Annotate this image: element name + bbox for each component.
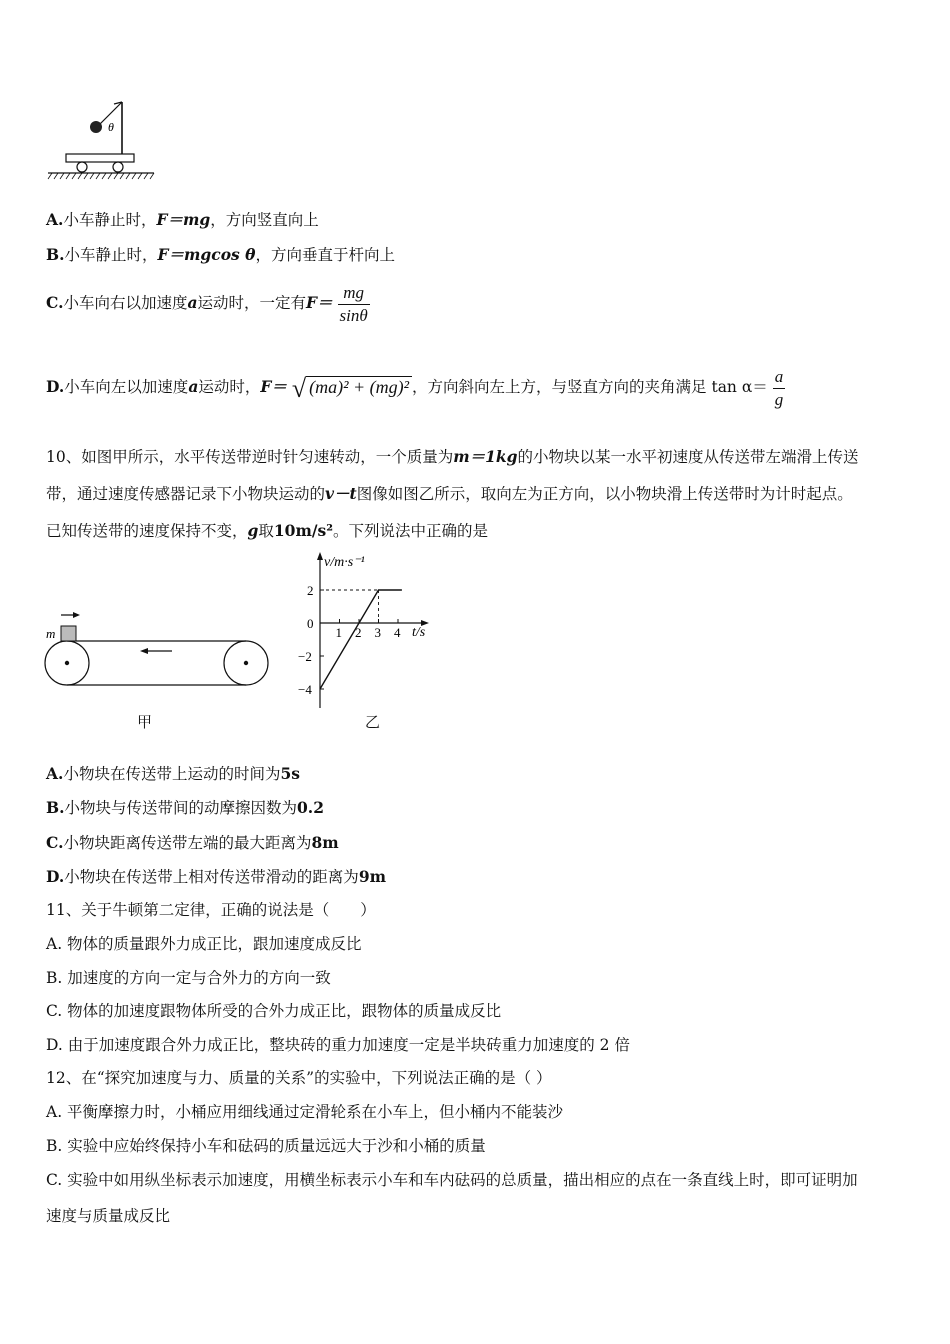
x-axis-label: t/s [412,625,426,640]
mass-label: m [46,626,56,641]
stem-text: 取 [258,522,274,540]
g-symbol: g [247,521,259,540]
option-equation: F＝mg [156,210,211,229]
mass-value: m＝1kg [453,447,518,466]
fraction-denominator: sinθ [339,305,368,325]
q10-option [46,764,300,784]
q9-option-a [46,210,319,230]
force-symbol: F＝ [260,377,287,396]
accel-symbol: a [187,293,198,312]
y-tick-label: −4 [298,682,312,697]
option-label: A. [46,764,64,783]
fraction-numerator: mg [338,282,370,305]
accel-symbol: a [188,377,199,396]
q10-stem-line2 [46,484,853,504]
y-tick-label: 2 [307,583,314,598]
stem-text: 带，通过速度传感器记录下小物块运动的 [46,485,326,503]
option-text: ，方向斜向左上方，与竖直方向的夹角满足 tan α＝ [412,378,768,396]
vt-graph [290,548,440,713]
q9-option-d [46,364,785,412]
q11-option: D. 由于加速度跟合外力成正比，整块砖的重力加速度一定是半块砖重力加速度的 2 倍 [46,1035,630,1054]
q12-option: C. 实验中如用纵坐标表示加速度，用横坐标表示小车和车内砝码的总质量，描出相应的点在一条直线上时，即可证明加 [46,1170,858,1189]
force-symbol: F＝ [306,293,333,312]
q10-option [46,833,339,853]
q11-option: B. 加速度的方向一定与合外力的方向一致 [46,968,331,987]
option-text: 运动时， [198,378,261,396]
q12-option: B. 实验中应始终保持小车和砝码的质量远远大于沙和小桶的质量 [46,1136,486,1155]
stem-text: 10、如图甲所示，水平传送带逆时针匀速转动，一个质量为 [46,448,454,466]
option-text: ，方向垂直于杆向上 [255,246,396,264]
stem-text: 图像如图乙所示，取向左为正方向，以小物块滑上传送带时为计时起点。 [356,485,853,503]
option-text: 小车向右以加速度 [63,294,188,312]
y-axis-arrow [317,552,323,560]
option-text: 运动时，一定有 [197,294,307,312]
caption-jia: 甲 [137,713,153,731]
option-value: 5s [280,764,300,783]
option-label: A. [46,210,64,229]
option-text: 小物块与传送带间的动摩擦因数为 [64,799,298,818]
theta-label: θ [108,120,114,134]
option-value: 8m [311,832,339,852]
q10-stem-line1 [46,447,859,467]
fraction [773,366,786,411]
x-tick-label: 2 [355,625,362,640]
option-label: C. [46,832,64,852]
option-value: 0.2 [297,798,324,818]
option-label: B. [46,798,65,818]
stem-text: 的小物块以某一水平初速度从传送带左端滑上传送 [517,448,859,466]
q11-option: C. 物体的加速度跟物体所受的合外力成正比，跟物体的质量成反比 [46,1002,502,1021]
q10-stem-line3 [46,521,488,541]
option-text: 小物块在传送带上运动的时间为 [63,765,281,783]
stem-text: 。下列说法中正确的是 [333,522,489,540]
y-tick-label: −2 [298,649,312,664]
x-tick-label: 4 [394,625,401,640]
x-tick-label: 1 [335,625,342,640]
option-label: B. [46,245,65,264]
fraction-numerator: a [773,366,786,389]
stem-text: 已知传送带的速度保持不变， [46,522,248,540]
option-value: 9m [358,866,386,886]
option-equation: F＝mgcos θ [157,245,256,264]
fraction [338,282,370,327]
option-text: 小车静止时， [64,246,158,264]
option-text: ，方向竖直向上 [210,211,319,229]
caption-yi: 乙 [365,713,381,731]
q12-option: A. 平衡摩擦力时，小桶应用细线通过定滑轮系在小车上，但小桶内不能装沙 [46,1103,564,1121]
q11-option: A. 物体的质量跟外力成正比，跟加速度成反比 [46,935,362,953]
y-axis-label: v/m·s⁻¹ [324,555,365,570]
fraction-denominator: g [774,389,784,409]
option-label: D. [46,377,65,396]
option-text: 小物块在传送带上相对传送带滑动的距离为 [64,867,359,886]
y-tick-label: 0 [307,616,314,631]
option-text: 小车向左以加速度 [64,378,189,396]
vt-symbol: v－t [325,484,357,503]
g-value: 10m/s² [273,521,334,540]
q12-stem: 12、在“探究加速度与力、质量的关系”的实验中，下列说法正确的是（ ） [46,1069,552,1087]
q10-option [46,867,386,887]
sqrt-expression: √ (ma)² + (mg)² [292,364,412,412]
option-text: 小车静止时， [63,211,157,229]
q9-option-c [46,280,370,327]
option-text: 小物块距离传送带左端的最大距离为 [63,833,312,852]
q12-option-c-continuation: 速度与质量成反比 [46,1207,171,1225]
q10-option [46,798,324,818]
radicand: (ma)² + (mg)² [306,376,412,397]
x-tick-label: 3 [374,625,381,640]
q11-stem: 11、关于牛顿第二定律，正确的说法是（ ） [46,901,376,919]
conveyor-belt-figure [40,605,275,695]
option-label: C. [46,293,64,312]
option-label: D. [46,866,65,886]
q9-option-b [46,245,395,265]
cart-pendulum-figure [44,96,159,186]
